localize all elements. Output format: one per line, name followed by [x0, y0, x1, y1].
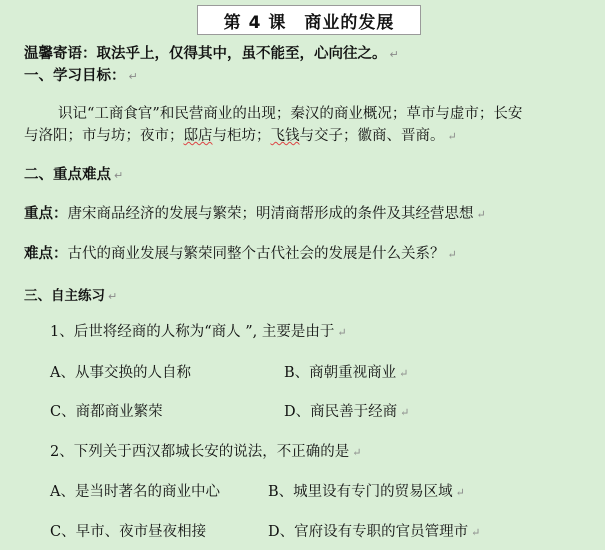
paragraph-mark-icon: ↵: [114, 169, 124, 182]
goals-line-1: 识记“工商食官”和民营商业的出现；秦汉的商业概况；草市与虚市；长安: [58, 106, 523, 122]
q2-option-d: D、官府设有专职的官员管理市 ↵: [268, 524, 481, 540]
question-1: 1、后世将经商的人称为“商人 ”, 主要是由于 ↵: [50, 324, 347, 340]
motto: 温馨寄语：取法乎上，仅得其中，虽不能至，心向往之。 ↵: [24, 46, 399, 62]
q2-option-c: C、早市、夜市昼夜相接: [50, 524, 207, 540]
paragraph-mark-icon: ↵: [337, 326, 347, 339]
paragraph-mark-icon: ↵: [447, 130, 457, 143]
lesson-title-text: 第 4 课 商业的发展: [223, 12, 395, 33]
focus-line: 重点：唐宋商品经济的发展与繁荣；明清商帮形成的条件及其经营思想 ↵: [24, 206, 486, 222]
paragraph-mark-icon: ↵: [352, 446, 362, 459]
paragraph-mark-icon: ↵: [128, 70, 138, 83]
q2-option-a: A、是当时著名的商业中心: [50, 484, 220, 500]
paragraph-mark-icon: ↵: [389, 48, 399, 61]
practice-heading: 三、自主练习 ↵: [24, 288, 118, 304]
lesson-title: [197, 5, 421, 35]
q1-option-c: C、商都商业繁荣: [50, 404, 163, 420]
q1-option-a: A、从事交换的人自称: [50, 365, 191, 381]
q1-option-d: D、商民善于经商 ↵: [284, 404, 410, 420]
goals-line-2: 与洛阳；市与坊；夜市；邸店与柜坊；飞钱与交子；徽商、晋商。 ↵: [24, 128, 457, 144]
paragraph-mark-icon: ↵: [455, 486, 465, 499]
q2-option-b: B、城里设有专门的贸易区域 ↵: [268, 484, 465, 500]
paragraph-mark-icon: ↵: [471, 526, 481, 539]
paragraph-mark-icon: ↵: [400, 406, 410, 419]
paragraph-mark-icon: ↵: [476, 208, 486, 221]
difficult-line: 难点：古代的商业发展与繁荣同整个古代社会的发展是什么关系？ ↵: [24, 246, 457, 262]
q1-option-b: B、商朝重视商业 ↵: [284, 365, 409, 381]
goals-heading: 一、学习目标： ↵: [24, 68, 138, 84]
key-heading: 二、重点难点 ↵: [24, 167, 124, 183]
paragraph-mark-icon: ↵: [108, 290, 118, 303]
question-2: 2、下列关于西汉都城长安的说法，不正确的是 ↵: [50, 444, 362, 460]
paragraph-mark-icon: ↵: [447, 248, 457, 261]
paragraph-mark-icon: ↵: [399, 367, 409, 380]
